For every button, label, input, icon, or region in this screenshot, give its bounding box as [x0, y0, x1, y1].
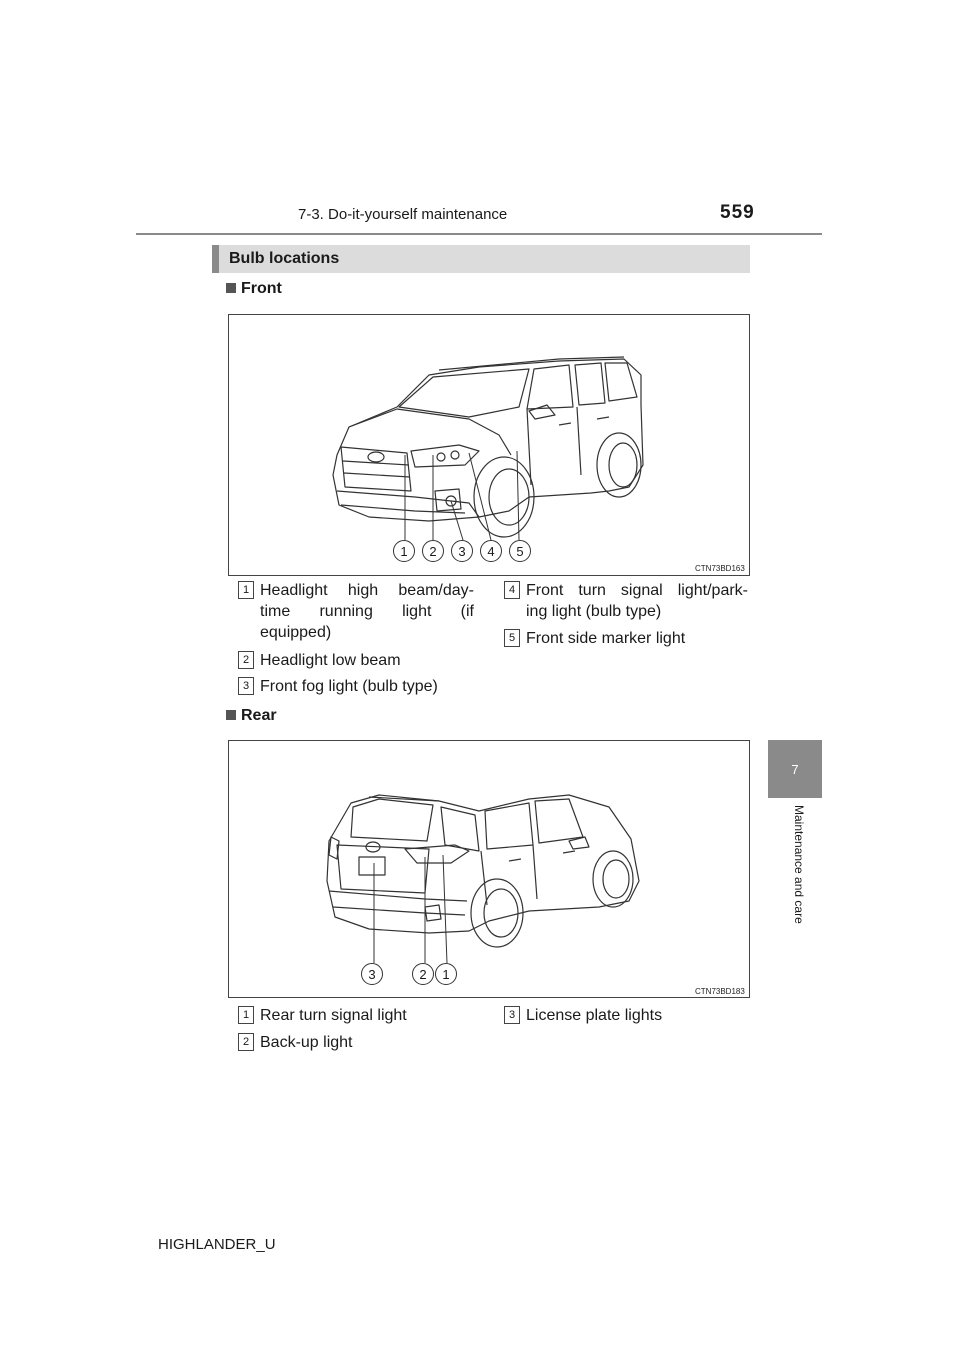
legend-number: 2: [238, 1033, 254, 1051]
legend-number: 3: [238, 677, 254, 695]
front-callout: 5: [509, 540, 531, 562]
rear-legend-item-1: [238, 1005, 478, 1027]
legend-text: Front turn signal light/park-: [526, 582, 748, 599]
rear-figure: [228, 740, 750, 998]
legend-number: 1: [238, 581, 254, 599]
front-callout: 1: [393, 540, 415, 562]
legend-text: Front fog light (bulb type): [260, 678, 438, 695]
rear-legend-item-2: [238, 1032, 478, 1054]
chapter-number: 7: [791, 761, 799, 777]
legend-text: Headlight high beam/day-: [260, 582, 474, 599]
section-heading-text: Bulb locations: [229, 250, 340, 267]
rear-callout: 2: [412, 963, 434, 985]
legend-text: Back-up light: [260, 1034, 353, 1051]
chapter-label: Maintenance and care: [792, 805, 806, 924]
legend-text: ing light (bulb type): [526, 603, 662, 620]
front-figure: [228, 314, 750, 576]
legend-text: time running light (if: [260, 603, 474, 620]
rear-subheading: [226, 707, 277, 725]
rear-callout: 3: [361, 963, 383, 985]
rear-vehicle-illustration: [229, 741, 751, 999]
legend-text: Rear turn signal light: [260, 1007, 407, 1024]
front-callout: 2: [422, 540, 444, 562]
legend-number: 2: [238, 651, 254, 669]
legend-number: 4: [504, 581, 520, 599]
page-number: 559: [720, 202, 755, 223]
rear-callout: 1: [435, 963, 457, 985]
legend-text: equipped): [260, 624, 332, 641]
rear-subheading-text: Rear: [241, 707, 277, 724]
legend-number: 5: [504, 629, 520, 647]
legend-text: Headlight low beam: [260, 652, 401, 669]
front-subheading: [226, 280, 282, 298]
front-vehicle-illustration: [229, 315, 751, 577]
square-bullet-icon: [226, 283, 236, 293]
front-figure-code: CTN73BD163: [695, 564, 745, 573]
section-heading: [212, 245, 750, 273]
header-divider: [136, 233, 822, 235]
front-legend-item-3: [238, 676, 474, 698]
front-legend-item-2: [238, 650, 474, 672]
legend-number: 3: [504, 1006, 520, 1024]
rear-figure-code: CTN73BD183: [695, 987, 745, 996]
rear-legend-item-3: [504, 1005, 750, 1027]
legend-text: License plate lights: [526, 1007, 663, 1024]
legend-text: Front side marker light: [526, 630, 686, 647]
legend-number: 1: [238, 1006, 254, 1024]
square-bullet-icon: [226, 710, 236, 720]
chapter-tab: [768, 740, 822, 798]
section-title-header: 7-3. Do-it-yourself maintenance: [298, 206, 508, 223]
front-legend-item-1: [238, 580, 474, 644]
front-callout: 3: [451, 540, 473, 562]
front-legend-item-5: [504, 628, 750, 650]
footer-model: HIGHLANDER_U: [158, 1236, 276, 1253]
front-legend-item-4: [504, 580, 750, 624]
front-subheading-text: Front: [241, 280, 282, 297]
front-callout: 4: [480, 540, 502, 562]
